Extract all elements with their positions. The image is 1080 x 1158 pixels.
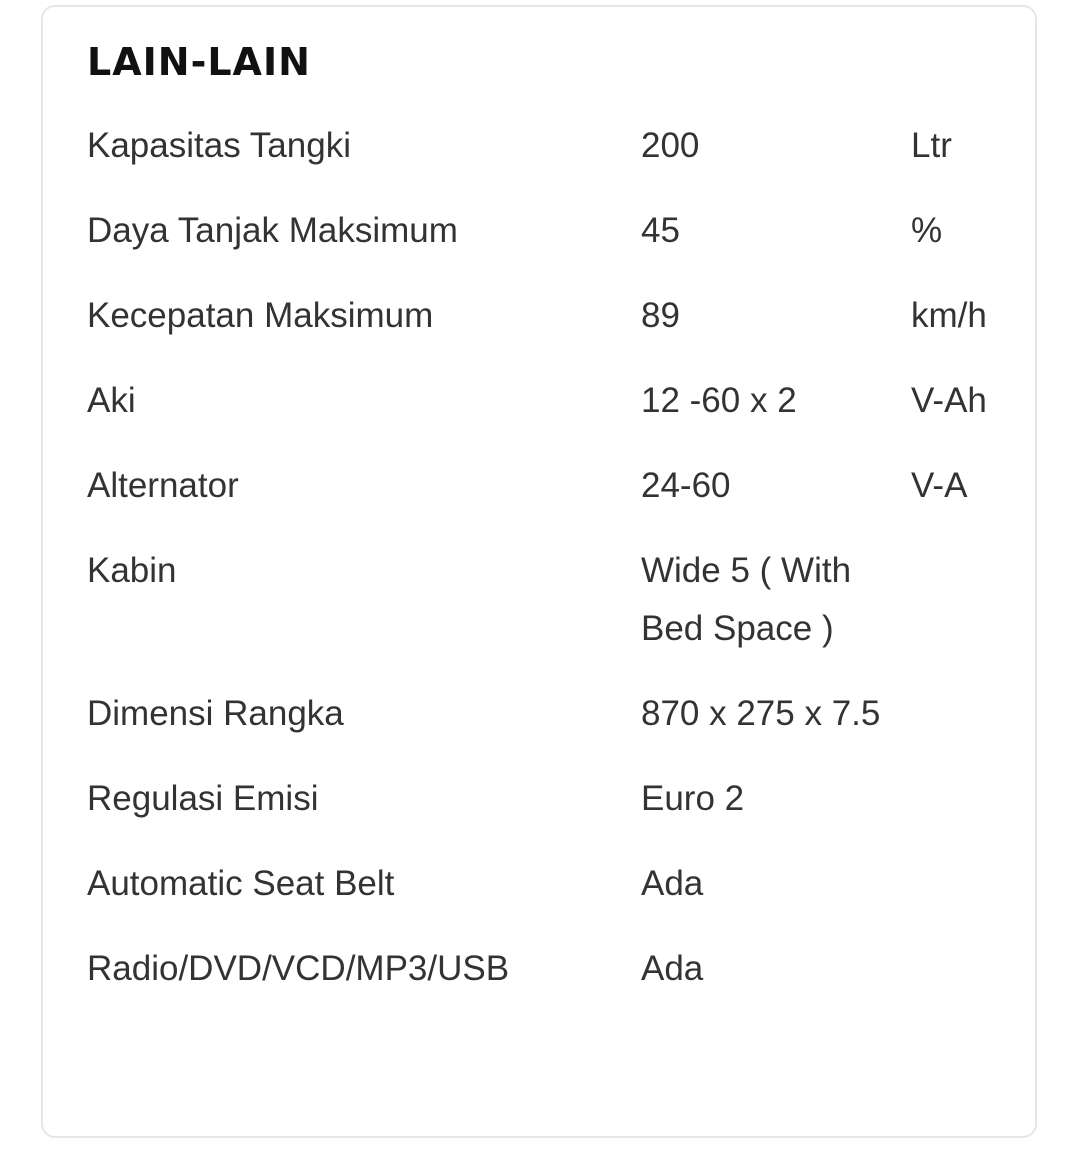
spec-card bbox=[41, 5, 1037, 1138]
spec-value: Ada bbox=[641, 949, 704, 988]
spec-row bbox=[87, 287, 1017, 372]
spec-row bbox=[87, 685, 1017, 770]
spec-unit: Ltr bbox=[911, 126, 952, 165]
spec-label: Alternator bbox=[87, 466, 239, 505]
spec-value: Ada bbox=[641, 864, 704, 903]
spec-value: Euro 2 bbox=[641, 779, 745, 818]
spec-value: 870 x 275 x 7.5 bbox=[641, 694, 881, 733]
spec-value: 12 -60 x 2 bbox=[641, 381, 797, 420]
spec-label: Regulasi Emisi bbox=[87, 779, 319, 818]
spec-row bbox=[87, 542, 1017, 685]
spec-label: Radio/DVD/VCD/MP3/USB bbox=[87, 949, 510, 988]
spec-value: 24-60 bbox=[641, 466, 731, 505]
spec-label: Automatic Seat Belt bbox=[87, 864, 395, 903]
spec-value: Wide 5 ( With Bed Space ) bbox=[641, 551, 852, 648]
spec-value: 89 bbox=[641, 296, 680, 335]
spec-label: Kecepatan Maksimum bbox=[87, 296, 434, 335]
spec-row bbox=[87, 940, 1017, 1025]
spec-label: Dimensi Rangka bbox=[87, 694, 344, 733]
spec-label: Daya Tanjak Maksimum bbox=[87, 211, 458, 250]
spec-row bbox=[87, 117, 1017, 202]
spec-unit: V-A bbox=[911, 466, 968, 505]
spec-unit: % bbox=[911, 211, 943, 250]
spec-unit: km/h bbox=[911, 296, 987, 335]
spec-unit: V-Ah bbox=[911, 381, 987, 420]
section-title: LAIN-LAIN bbox=[87, 40, 311, 84]
spec-value: 200 bbox=[641, 126, 700, 165]
spec-value: 45 bbox=[641, 211, 680, 250]
spec-list bbox=[87, 117, 1017, 1025]
spec-row bbox=[87, 855, 1017, 940]
spec-row bbox=[87, 202, 1017, 287]
spec-label: Kabin bbox=[87, 551, 177, 590]
spec-label: Aki bbox=[87, 381, 136, 420]
spec-row bbox=[87, 372, 1017, 457]
spec-label: Kapasitas Tangki bbox=[87, 126, 351, 165]
spec-row bbox=[87, 457, 1017, 542]
spec-row bbox=[87, 770, 1017, 855]
